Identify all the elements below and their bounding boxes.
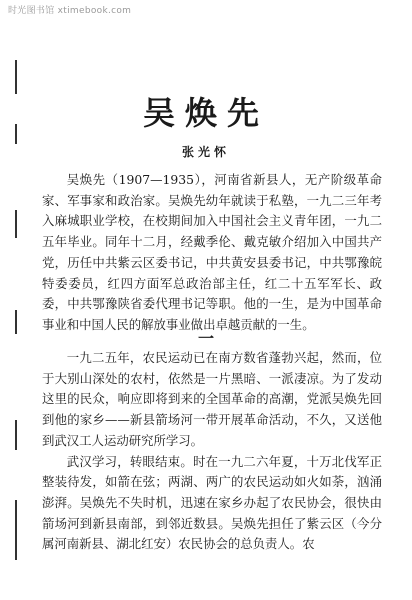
- body-paragraph: 一九二五年，农民运动已在南方数省蓬勃兴起，然而，位于大别山深处的农村，依然是一片黑暗、一派凄凉。为了发动这里的民众，响应即将到来的全国革命的高潮，党派吴焕先回到他的家乡——新县箭场河一带开展革命活动，不久，又送他到武汉工人运动研究所学习。: [42, 350, 382, 448]
- body-paragraph: 武汉学习，转眼结束。时在一九二六年夏，十万北伐军正整装待发，如箭在弦；两湖、两广的农民运动如火如荼，汹涌澎湃。吴焕先不失时机，迅速在家乡办起了农民协会，很快由箭场河到新县南部，到邻近数县。吴焕先担任了紫云区（今分属河南新县、湖北红安）农民协会的总负责人。农: [42, 453, 382, 552]
- binding-margin-marks: [15, 60, 19, 560]
- intro-section: [42, 170, 382, 340]
- chapter-body: [42, 348, 382, 588]
- page-title: 吴焕先: [142, 94, 269, 132]
- author-name: 张光怀: [181, 145, 230, 159]
- watermark: 时光图书馆 xtimebook.com: [8, 6, 132, 16]
- margin-mark: [15, 420, 17, 450]
- margin-mark: [15, 500, 17, 560]
- intro-paragraph: 吴焕先（1907—1935），河南省新县人，无产阶级革命家、军事家和政治家。吴焕先幼年就读于私塾，一九二三年考入麻城职业学校，在校期间加入中国社会主义青年团，一九二五年毕业。同年十二月，经戴季伦、戴克敏介绍加入中国共产党，历任中共紫云区委书记，中共黄安县委书记，中共鄂豫皖特委委员，红四方面军总政治部主任，红二十五军军长、政委，中共鄂豫陕省委代理书记等职。他的一生，是为中国革命事业和中国人民的解放事业做出卓越贡献的一生。: [42, 172, 382, 332]
- margin-mark: [15, 210, 17, 238]
- chapter-number: 一: [197, 329, 214, 348]
